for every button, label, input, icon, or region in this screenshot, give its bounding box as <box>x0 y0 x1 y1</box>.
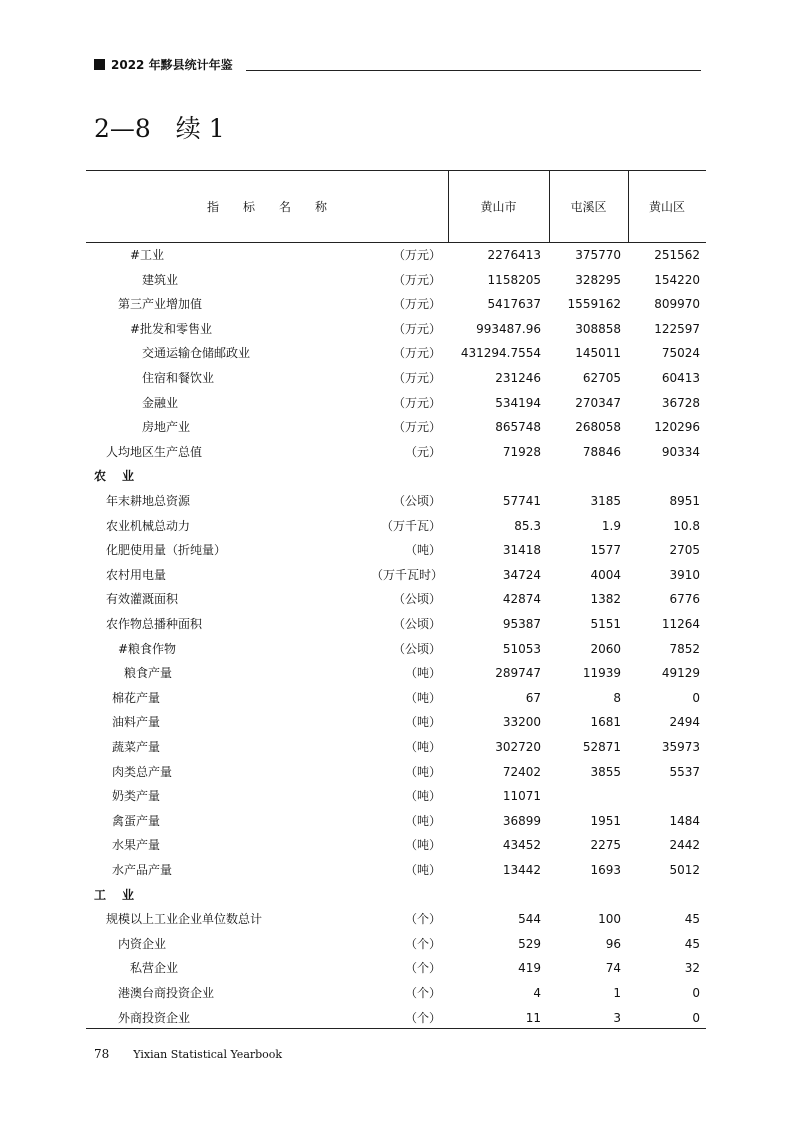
value-huangshan-district: 6776 <box>669 592 700 607</box>
value-tunxi-district: 8 <box>613 690 621 705</box>
table-row <box>86 341 706 366</box>
indicator-name: 粮食产量 <box>124 666 173 681</box>
table-row <box>86 415 706 440</box>
unit-cell: （万千瓦） <box>380 518 441 533</box>
indicator-name: 人均地区生产总值 <box>106 444 203 459</box>
value-huangshan-city: 5417637 <box>487 297 541 312</box>
indicator-name: 交通运输仓储邮政业 <box>142 346 251 361</box>
indicator-name: 农村用电量 <box>106 567 167 582</box>
table-row <box>86 514 706 539</box>
unit-cell: （个） <box>404 986 441 1000</box>
indicator-name: 内资企业 <box>118 936 167 951</box>
table-row <box>86 317 706 342</box>
unit-cell: （吨） <box>404 764 441 779</box>
value-huangshan-district: 75024 <box>661 346 700 361</box>
value-huangshan-city: 993487.96 <box>476 321 541 336</box>
indicator-name: 肉类总产量 <box>112 764 173 779</box>
header-column-huangshan-district: 黄山区 <box>648 200 685 214</box>
value-tunxi-district: 62705 <box>582 371 621 385</box>
table-row <box>86 809 706 834</box>
unit-cell: （个） <box>404 961 441 976</box>
indicator-name: 有效灌溉面积 <box>106 592 179 607</box>
table-row <box>86 243 706 268</box>
indicator-name: 房地产业 <box>142 420 191 435</box>
unit-cell: （吨） <box>404 838 441 853</box>
running-head-title: 2022 年黟县统计年鉴 <box>111 58 233 72</box>
indicator-name: 住宿和餐饮业 <box>142 371 215 385</box>
page-number: 78 <box>94 1047 110 1061</box>
value-huangshan-district: 36728 <box>661 395 700 410</box>
value-tunxi-district: 375770 <box>575 248 621 262</box>
value-tunxi-district: 328295 <box>575 272 621 287</box>
unit-cell: （个） <box>404 912 441 927</box>
unit-cell: （公顷） <box>392 641 441 656</box>
unit-cell: （公顷） <box>392 494 441 508</box>
value-huangshan-district: 3910 <box>669 567 700 582</box>
value-huangshan-city: 33200 <box>502 715 541 730</box>
value-huangshan-city: 419 <box>518 961 541 976</box>
running-head-rule <box>246 70 701 71</box>
value-huangshan-district: 0 <box>692 1010 700 1025</box>
square-bullet-icon <box>94 59 105 70</box>
value-huangshan-city: 34724 <box>502 567 541 582</box>
indicator-name: #批发和零售业 <box>130 321 213 336</box>
value-huangshan-district: 8951 <box>669 494 700 508</box>
table-row <box>86 710 706 735</box>
unit-cell: （万元） <box>392 297 441 312</box>
value-huangshan-district: 45 <box>684 912 700 927</box>
unit-cell: （公顷） <box>392 617 441 631</box>
value-huangshan-city: 72402 <box>502 764 541 779</box>
value-huangshan-district: 2442 <box>669 838 700 853</box>
indicator-name: 港澳台商投资企业 <box>118 986 215 1000</box>
table-row <box>86 587 706 612</box>
table-row <box>86 686 706 711</box>
indicator-name: 规模以上工业企业单位数总计 <box>106 912 263 927</box>
indicator-name: 金融业 <box>142 395 179 410</box>
section-heading-row <box>86 883 706 908</box>
header-column-tunxi-district: 屯溪区 <box>570 200 607 214</box>
unit-cell: （万元） <box>392 321 441 336</box>
value-tunxi-district: 4004 <box>590 567 621 582</box>
value-tunxi-district: 3855 <box>590 764 621 779</box>
value-huangshan-city: 11 <box>525 1010 541 1025</box>
table-top-rule <box>86 170 706 171</box>
value-huangshan-district: 35973 <box>661 740 700 754</box>
value-tunxi-district: 1681 <box>590 715 621 730</box>
value-tunxi-district: 308858 <box>575 321 621 336</box>
value-tunxi-district: 1693 <box>590 863 621 877</box>
value-tunxi-district: 96 <box>605 936 621 951</box>
indicator-name: 禽蛋产量 <box>112 813 161 828</box>
table-row <box>86 366 706 391</box>
unit-cell: （吨） <box>404 863 441 877</box>
table-row <box>86 661 706 686</box>
unit-cell: （吨） <box>404 813 441 828</box>
value-tunxi-district: 100 <box>598 912 621 927</box>
value-huangshan-district: 2494 <box>669 715 700 730</box>
value-huangshan-city: 544 <box>518 912 541 927</box>
value-tunxi-district: 2275 <box>590 838 621 853</box>
indicator-name: #粮食作物 <box>118 641 177 656</box>
value-huangshan-district: 90334 <box>661 444 700 459</box>
page-footer <box>94 1046 282 1063</box>
value-tunxi-district: 3 <box>613 1010 621 1025</box>
value-huangshan-city: 95387 <box>502 617 541 631</box>
value-tunxi-district: 145011 <box>575 346 621 361</box>
unit-cell: （公顷） <box>392 592 441 607</box>
value-huangshan-city: 2276413 <box>487 248 541 262</box>
table-title: 2—8 续 1 <box>94 114 225 143</box>
value-huangshan-city: 43452 <box>502 838 541 853</box>
indicator-name: 奶类产量 <box>112 789 161 804</box>
header-column-huangshan-city: 黄山市 <box>480 200 517 214</box>
value-tunxi-district: 268058 <box>575 420 621 435</box>
value-huangshan-city: 85.3 <box>514 518 541 533</box>
value-huangshan-city: 71928 <box>502 444 541 459</box>
value-huangshan-city: 431294.7554 <box>460 346 541 361</box>
indicator-name: 化肥使用量（折纯量） <box>106 543 227 558</box>
indicator-name: 建筑业 <box>142 272 179 287</box>
value-huangshan-city: 36899 <box>502 813 541 828</box>
value-tunxi-district: 1559162 <box>567 297 621 312</box>
table-row <box>86 956 706 981</box>
value-huangshan-city: 529 <box>518 936 541 951</box>
unit-cell: （吨） <box>404 690 441 705</box>
table-row <box>86 612 706 637</box>
table-row <box>86 1006 706 1031</box>
value-tunxi-district: 11939 <box>582 666 621 681</box>
value-huangshan-district: 122597 <box>654 321 700 336</box>
table-row <box>86 907 706 932</box>
table-row <box>86 440 706 465</box>
indicator-name: 年末耕地总资源 <box>106 494 191 508</box>
value-huangshan-city: 1158205 <box>487 272 541 287</box>
publication-name: Yixian Statistical Yearbook <box>133 1048 283 1061</box>
unit-cell: （个） <box>404 1010 441 1025</box>
unit-cell: （个） <box>404 936 441 951</box>
value-huangshan-district: 809970 <box>654 297 700 312</box>
indicator-name: 水果产量 <box>112 838 161 853</box>
value-huangshan-city: 13442 <box>502 863 541 877</box>
unit-cell: （元） <box>404 444 441 459</box>
value-huangshan-city: 231246 <box>495 371 541 385</box>
table-row <box>86 932 706 957</box>
unit-cell: （万元） <box>392 420 441 435</box>
indicator-name: 第三产业增加值 <box>118 297 203 312</box>
value-tunxi-district: 52871 <box>582 740 621 754</box>
table-row <box>86 538 706 563</box>
unit-cell: （万元） <box>392 272 441 287</box>
unit-cell: （万元） <box>392 395 441 410</box>
value-huangshan-district: 10.8 <box>673 518 700 533</box>
unit-cell: （万千瓦时） <box>371 567 444 582</box>
indicator-name: 油料产量 <box>112 715 161 730</box>
value-tunxi-district: 1.9 <box>601 518 621 533</box>
unit-cell: （吨） <box>404 740 441 754</box>
table-row <box>86 858 706 883</box>
value-huangshan-district: 32 <box>684 961 700 976</box>
value-tunxi-district: 78846 <box>582 444 621 459</box>
value-huangshan-city: 289747 <box>495 666 541 681</box>
value-tunxi-district: 74 <box>605 961 621 976</box>
table-row <box>86 391 706 416</box>
value-huangshan-city: 67 <box>525 690 541 705</box>
table-row <box>86 760 706 785</box>
value-tunxi-district: 2060 <box>590 641 621 656</box>
section-heading-row <box>86 464 706 489</box>
value-huangshan-city: 534194 <box>495 395 541 410</box>
value-huangshan-district: 1484 <box>669 813 700 828</box>
section-heading: 农 业 <box>94 469 137 484</box>
value-huangshan-district: 120296 <box>654 420 700 435</box>
value-tunxi-district: 1951 <box>590 813 621 828</box>
value-tunxi-district: 1577 <box>590 543 621 558</box>
value-tunxi-district: 5151 <box>590 617 621 631</box>
value-tunxi-district: 3185 <box>590 494 621 508</box>
section-heading: 工 业 <box>94 887 137 902</box>
indicator-name: 农业机械总动力 <box>106 518 191 533</box>
value-huangshan-city: 4 <box>533 986 541 1000</box>
unit-cell: （万元） <box>392 346 441 361</box>
header-indicator-name: 指 标 名 称 <box>206 200 327 214</box>
value-tunxi-district: 1 <box>613 986 621 1000</box>
value-huangshan-district: 0 <box>692 690 700 705</box>
value-huangshan-district: 60413 <box>661 371 700 385</box>
value-huangshan-city: 11071 <box>502 789 541 804</box>
value-huangshan-district: 5537 <box>669 764 700 779</box>
table-row <box>86 833 706 858</box>
indicator-name: 棉花产量 <box>112 690 161 705</box>
unit-cell: （吨） <box>404 789 441 804</box>
unit-cell: （吨） <box>404 715 441 730</box>
value-huangshan-district: 49129 <box>661 666 700 681</box>
indicator-name: #工业 <box>130 248 165 262</box>
value-huangshan-city: 51053 <box>502 641 541 656</box>
value-huangshan-city: 57741 <box>502 494 541 508</box>
table-row <box>86 268 706 293</box>
value-huangshan-district: 2705 <box>669 543 700 558</box>
unit-cell: （吨） <box>404 543 441 558</box>
table-row <box>86 563 706 588</box>
value-huangshan-district: 45 <box>684 936 700 951</box>
value-huangshan-city: 865748 <box>495 420 541 435</box>
table-row <box>86 637 706 662</box>
indicator-name: 私营企业 <box>130 961 179 976</box>
indicator-name: 蔬菜产量 <box>112 740 161 754</box>
running-head <box>94 57 233 73</box>
value-huangshan-district: 0 <box>692 986 700 1000</box>
value-tunxi-district: 1382 <box>590 592 621 607</box>
value-huangshan-district: 5012 <box>669 863 700 877</box>
table-row <box>86 981 706 1006</box>
unit-cell: （万元） <box>392 248 441 262</box>
unit-cell: （吨） <box>404 666 441 681</box>
table-row <box>86 784 706 809</box>
indicator-name: 外商投资企业 <box>118 1010 191 1025</box>
value-huangshan-district: 7852 <box>669 641 700 656</box>
table-row <box>86 292 706 317</box>
table-row <box>86 489 706 514</box>
value-huangshan-district: 11264 <box>661 617 700 631</box>
indicator-name: 农作物总播种面积 <box>106 617 203 631</box>
unit-cell: （万元） <box>392 371 441 385</box>
value-huangshan-district: 251562 <box>654 248 700 262</box>
value-huangshan-city: 42874 <box>502 592 541 607</box>
indicator-name: 水产品产量 <box>112 863 173 877</box>
value-huangshan-city: 302720 <box>495 740 541 754</box>
value-tunxi-district: 270347 <box>575 395 621 410</box>
value-huangshan-district: 154220 <box>654 272 700 287</box>
table-row <box>86 735 706 760</box>
value-huangshan-city: 31418 <box>502 543 541 558</box>
